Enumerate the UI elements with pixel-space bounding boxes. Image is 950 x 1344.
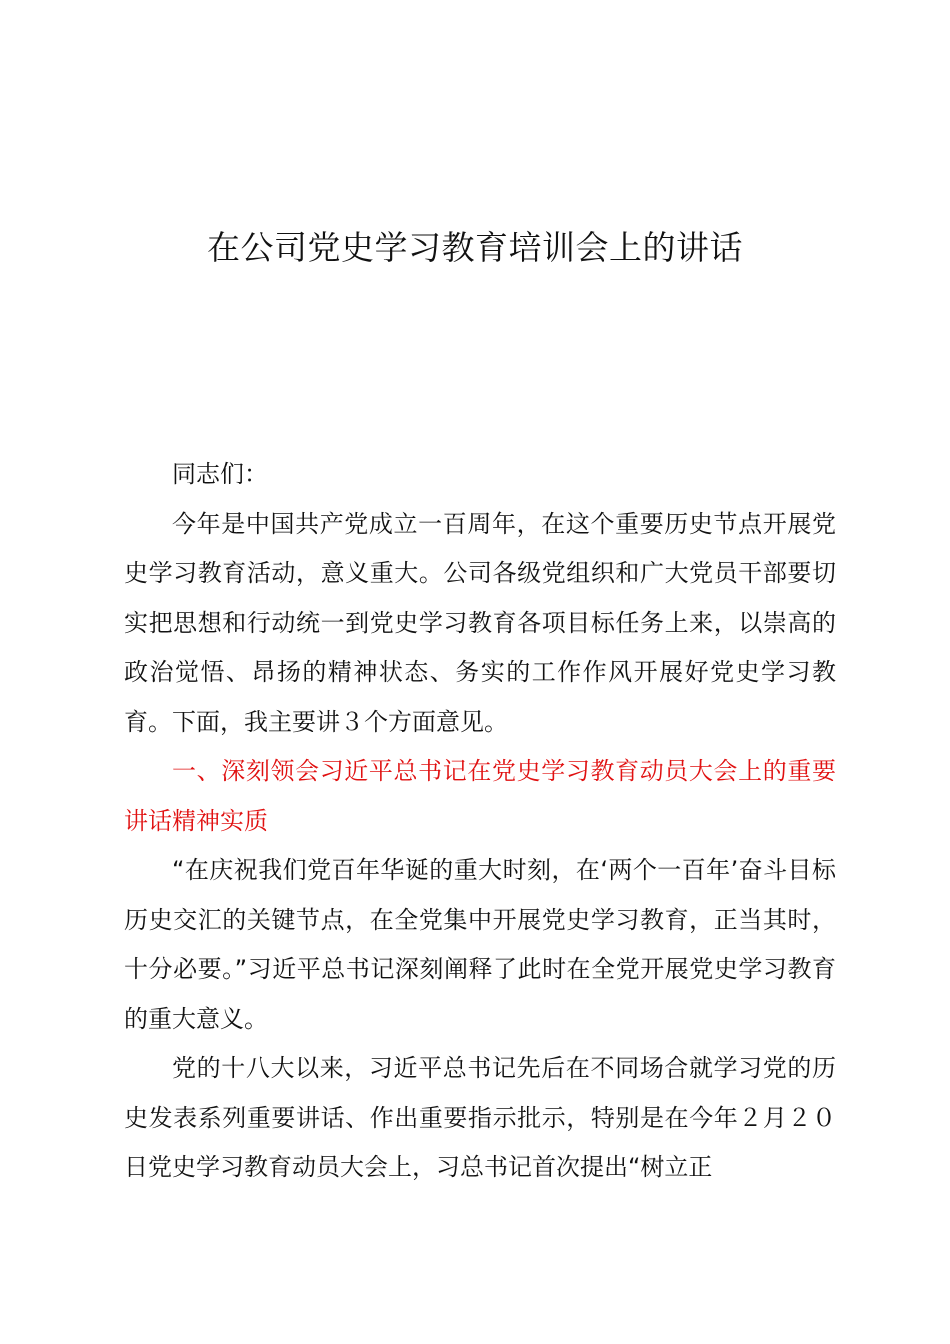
body-paragraph: 今年是中国共产党成立一百周年，在这个重要历史节点开展党史学习教育活动，意义重大。公司各级党组织和广大党员干部要切实把思想和行动统一到党史学习教育各项目标任务上来，以崇高的政治觉悟、昂扬的精神状态、务实的工作作风开展好党史学习教育。下面，我主要讲３个方面意见。 <box>124 509 836 736</box>
document-body <box>124 450 836 1193</box>
document-title: 在公司党史学习教育培训会上的讲话 <box>207 228 743 267</box>
salutation: 同志们： <box>172 460 268 488</box>
section-heading: 一、深刻领会习近平总书记在党史学习教育动员大会上的重要讲话精神实质 <box>124 757 836 835</box>
body-paragraph: 党的十八大以来，习近平总书记先后在不同场合就学习党的历史发表系列重要讲话、作出重要指示批示，特别是在今年２月２０日党史学习教育动员大会上，习总书记首次提出“树立正 <box>124 1054 836 1181</box>
body-paragraph: “在庆祝我们党百年华诞的重大时刻，在‘两个一百年’奋斗目标历史交汇的关键节点，在全党集中开展党史学习教育，正当其时，十分必要。”习近平总书记深刻阐释了此时在全党开展党史学习教育的重大意义。 <box>124 856 836 1033</box>
